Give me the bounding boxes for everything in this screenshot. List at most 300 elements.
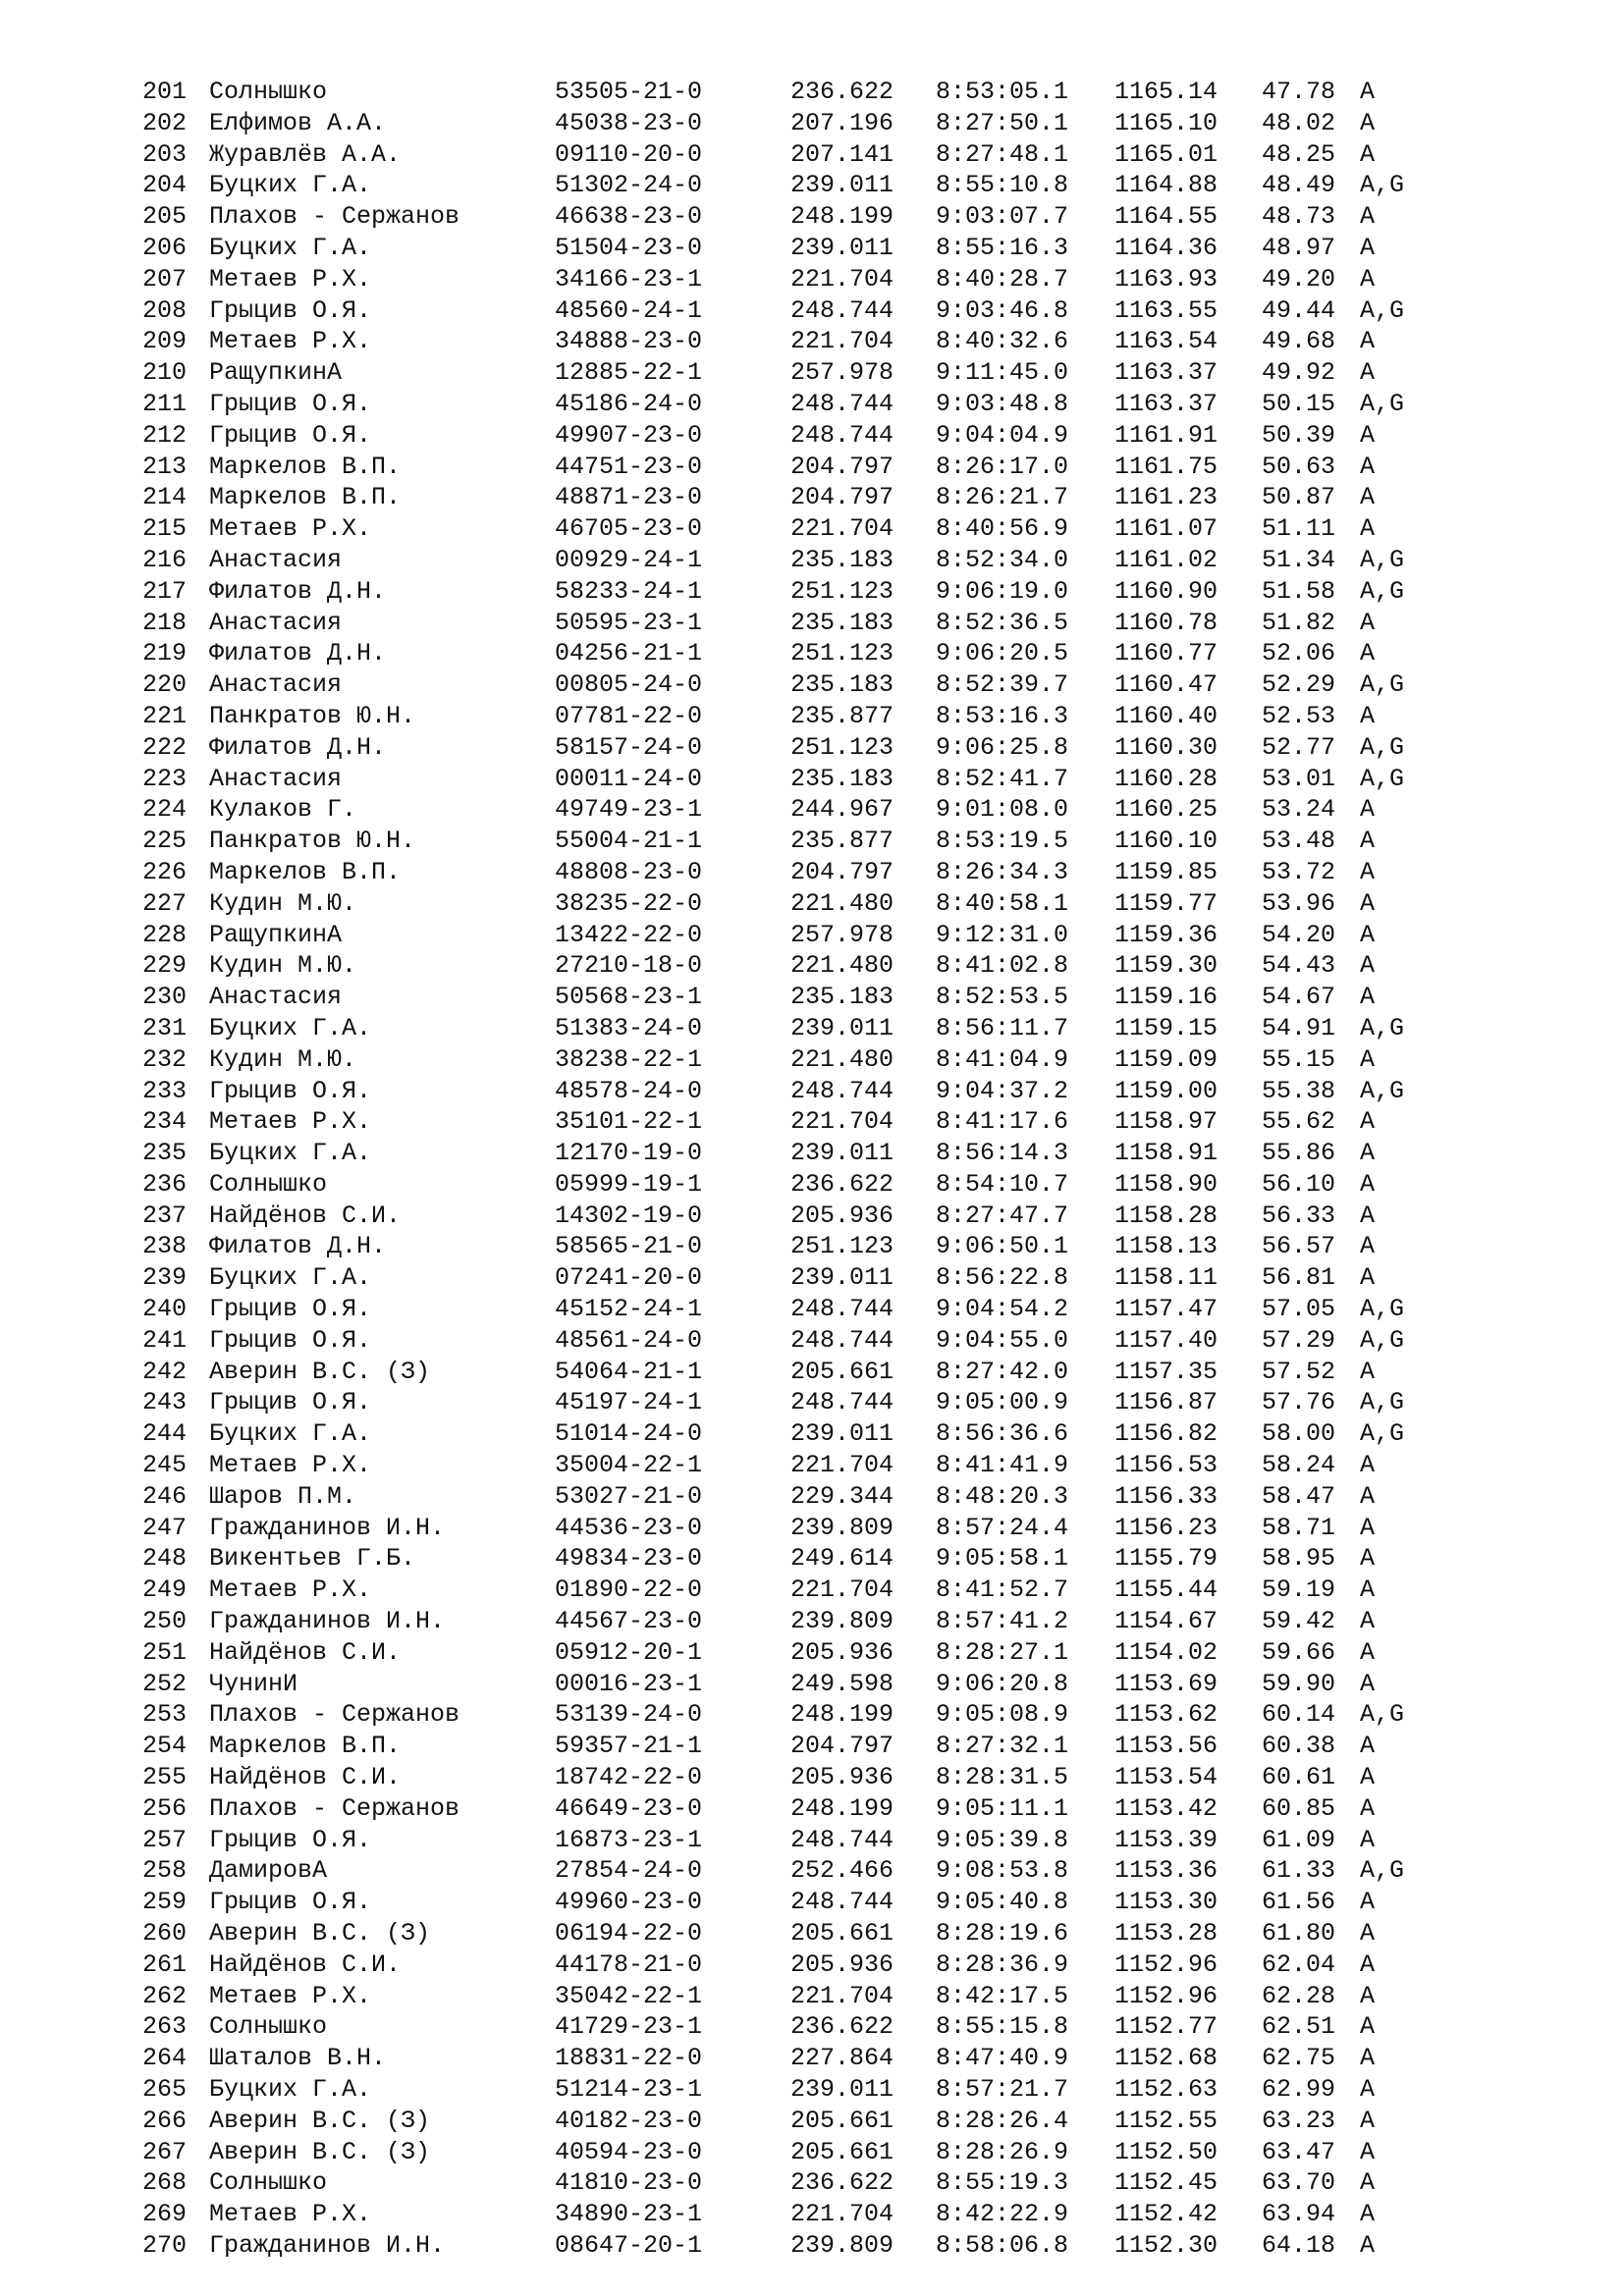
category-flag-cell: A: [1360, 1763, 1376, 1792]
place-cell: 235: [142, 1139, 188, 1168]
category-flag-cell: A: [1360, 1451, 1376, 1480]
ring-number-cell: 48808-23-0: [555, 857, 703, 886]
category-flag-cell: A,G: [1360, 732, 1405, 762]
speed-cell: 1153.39: [1114, 1825, 1218, 1854]
flight-time-cell: 8:56:11.7: [936, 1013, 1069, 1042]
speed-cell: 1159.16: [1114, 983, 1218, 1012]
table-row: [142, 295, 1517, 327]
distance-cell: 205.936: [790, 1949, 894, 1979]
category-flag-cell: A: [1360, 983, 1376, 1012]
fancier-name-cell: Солнышко: [209, 2168, 328, 2198]
coefficient-cell: 54.91: [1262, 1013, 1336, 1042]
coefficient-cell: 64.18: [1262, 2230, 1336, 2260]
distance-cell: 205.661: [790, 1919, 894, 1949]
place-cell: 249: [142, 1575, 188, 1605]
place-cell: 213: [142, 452, 188, 481]
coefficient-cell: 52.29: [1262, 670, 1336, 700]
coefficient-cell: 54.20: [1262, 920, 1336, 949]
table-row: [142, 1231, 1517, 1262]
category-flag-cell: A: [1360, 1669, 1376, 1698]
fancier-name-cell: Аверин В.С. (З): [209, 1357, 431, 1386]
flight-time-cell: 8:55:15.8: [936, 2012, 1069, 2042]
table-row: [142, 2043, 1517, 2074]
coefficient-cell: 59.66: [1262, 1637, 1336, 1667]
fancier-name-cell: Грыцив О.Я.: [209, 389, 372, 418]
ring-number-cell: 58565-21-0: [555, 1232, 703, 1261]
speed-cell: 1158.28: [1114, 1201, 1218, 1230]
fancier-name-cell: Солнышко: [209, 78, 328, 106]
speed-cell: 1160.47: [1114, 670, 1218, 700]
place-cell: 230: [142, 983, 188, 1012]
fancier-name-cell: Найдёнов С.И.: [209, 1949, 402, 1979]
fancier-name-cell: Грыцив О.Я.: [209, 1388, 372, 1417]
place-cell: 267: [142, 2137, 188, 2166]
flight-time-cell: 9:03:07.7: [936, 202, 1069, 232]
ring-number-cell: 18742-22-0: [555, 1763, 703, 1792]
speed-cell: 1156.82: [1114, 1419, 1218, 1449]
speed-cell: 1156.53: [1114, 1451, 1218, 1480]
table-row: [142, 576, 1517, 608]
speed-cell: 1152.50: [1114, 2137, 1218, 2166]
speed-cell: 1164.36: [1114, 233, 1218, 262]
flight-time-cell: 9:06:50.1: [936, 1232, 1069, 1261]
speed-cell: 1160.78: [1114, 608, 1218, 637]
speed-cell: 1165.14: [1114, 78, 1218, 106]
coefficient-cell: 57.05: [1262, 1295, 1336, 1324]
distance-cell: 248.744: [790, 420, 894, 450]
distance-cell: 251.123: [790, 732, 894, 762]
table-row: [142, 1262, 1517, 1294]
ring-number-cell: 55004-21-1: [555, 827, 703, 856]
flight-time-cell: 8:28:26.9: [936, 2137, 1069, 2166]
category-flag-cell: A,G: [1360, 1295, 1405, 1324]
category-flag-cell: A: [1360, 1949, 1376, 1979]
table-row: [142, 2137, 1517, 2168]
flight-time-cell: 8:57:21.7: [936, 2075, 1069, 2104]
fancier-name-cell: Маркелов В.П.: [209, 1732, 402, 1761]
coefficient-cell: 49.92: [1262, 358, 1336, 388]
coefficient-cell: 62.04: [1262, 1949, 1336, 1979]
coefficient-cell: 48.73: [1262, 202, 1336, 232]
flight-time-cell: 8:47:40.9: [936, 2044, 1069, 2073]
distance-cell: 248.199: [790, 1700, 894, 1730]
fancier-name-cell: Солнышко: [209, 1169, 328, 1199]
table-row: [142, 1387, 1517, 1418]
distance-cell: 248.744: [790, 389, 894, 418]
table-row: [142, 732, 1517, 764]
fancier-name-cell: Гражданинов И.Н.: [209, 1607, 446, 1636]
ring-number-cell: 41729-23-1: [555, 2012, 703, 2042]
fancier-name-cell: Буцких Г.А.: [209, 1139, 372, 1168]
coefficient-cell: 52.53: [1262, 701, 1336, 730]
table-row: [142, 1981, 1517, 2012]
speed-cell: 1153.56: [1114, 1732, 1218, 1761]
ring-number-cell: 27854-24-0: [555, 1856, 703, 1886]
speed-cell: 1152.42: [1114, 2200, 1218, 2229]
table-row: [142, 701, 1517, 732]
category-flag-cell: A: [1360, 2200, 1376, 2229]
place-cell: 209: [142, 327, 188, 356]
coefficient-cell: 60.14: [1262, 1700, 1336, 1730]
flight-time-cell: 8:42:17.5: [936, 1981, 1069, 2010]
fancier-name-cell: Анастасия: [209, 983, 343, 1012]
table-row: [142, 2074, 1517, 2106]
place-cell: 206: [142, 233, 188, 262]
coefficient-cell: 63.47: [1262, 2137, 1336, 2166]
category-flag-cell: A,G: [1360, 764, 1405, 793]
fancier-name-cell: Найдёнов С.И.: [209, 1201, 402, 1230]
ring-number-cell: 48561-24-0: [555, 1325, 703, 1355]
distance-cell: 248.744: [790, 1825, 894, 1854]
fancier-name-cell: Филатов Д.Н.: [209, 576, 387, 606]
flight-time-cell: 8:41:02.8: [936, 951, 1069, 981]
category-flag-cell: A: [1360, 1888, 1376, 1917]
table-row: [142, 1949, 1517, 1981]
coefficient-cell: 53.24: [1262, 795, 1336, 825]
ring-number-cell: 48560-24-1: [555, 295, 703, 325]
category-flag-cell: A: [1360, 608, 1376, 637]
coefficient-cell: 61.09: [1262, 1825, 1336, 1854]
speed-cell: 1153.69: [1114, 1669, 1218, 1698]
place-cell: 221: [142, 701, 188, 730]
table-row: [142, 2011, 1517, 2043]
distance-cell: 239.809: [790, 1513, 894, 1542]
ring-number-cell: 00929-24-1: [555, 545, 703, 574]
table-row: [142, 513, 1517, 545]
place-cell: 202: [142, 108, 188, 137]
distance-cell: 248.744: [790, 295, 894, 325]
flight-time-cell: 9:05:58.1: [936, 1544, 1069, 1574]
distance-cell: 257.978: [790, 358, 894, 388]
flight-time-cell: 8:27:50.1: [936, 108, 1069, 137]
place-cell: 270: [142, 2230, 188, 2260]
distance-cell: 221.704: [790, 264, 894, 294]
distance-cell: 251.123: [790, 639, 894, 668]
flight-time-cell: 9:04:54.2: [936, 1295, 1069, 1324]
flight-time-cell: 8:52:36.5: [936, 608, 1069, 637]
category-flag-cell: A: [1360, 888, 1376, 918]
flight-time-cell: 8:41:41.9: [936, 1451, 1069, 1480]
place-cell: 252: [142, 1669, 188, 1698]
fancier-name-cell: Грыцив О.Я.: [209, 420, 372, 450]
table-row: [142, 201, 1517, 233]
coefficient-cell: 56.57: [1262, 1232, 1336, 1261]
distance-cell: 236.622: [790, 2012, 894, 2042]
fancier-name-cell: Кудин М.Ю.: [209, 951, 357, 981]
place-cell: 246: [142, 1481, 188, 1511]
flight-time-cell: 8:41:04.9: [936, 1044, 1069, 1074]
distance-cell: 248.199: [790, 202, 894, 232]
fancier-name-cell: Грыцив О.Я.: [209, 1076, 372, 1105]
speed-cell: 1158.11: [1114, 1263, 1218, 1293]
speed-cell: 1152.30: [1114, 2230, 1218, 2260]
table-row: [142, 389, 1517, 420]
ring-number-cell: 44567-23-0: [555, 1607, 703, 1636]
table-row: [142, 1513, 1517, 1544]
ring-number-cell: 49907-23-0: [555, 420, 703, 450]
distance-cell: 249.614: [790, 1544, 894, 1574]
coefficient-cell: 49.44: [1262, 295, 1336, 325]
place-cell: 259: [142, 1888, 188, 1917]
speed-cell: 1152.45: [1114, 2168, 1218, 2198]
ring-number-cell: 49960-23-0: [555, 1888, 703, 1917]
ring-number-cell: 07781-22-0: [555, 701, 703, 730]
fancier-name-cell: Панкратов Ю.Н.: [209, 827, 416, 856]
category-flag-cell: A: [1360, 701, 1376, 730]
coefficient-cell: 51.58: [1262, 576, 1336, 606]
table-row: [142, 826, 1517, 857]
coefficient-cell: 58.47: [1262, 1481, 1336, 1511]
category-flag-cell: A,G: [1360, 295, 1405, 325]
distance-cell: 244.967: [790, 795, 894, 825]
flight-time-cell: 9:03:46.8: [936, 295, 1069, 325]
flight-time-cell: 8:52:34.0: [936, 545, 1069, 574]
fancier-name-cell: Маркелов В.П.: [209, 452, 402, 481]
table-row: [142, 1887, 1517, 1918]
ring-number-cell: 54064-21-1: [555, 1357, 703, 1386]
place-cell: 204: [142, 171, 188, 200]
speed-cell: 1153.30: [1114, 1888, 1218, 1917]
fancier-name-cell: Филатов Д.Н.: [209, 732, 387, 762]
distance-cell: 236.622: [790, 78, 894, 106]
speed-cell: 1156.23: [1114, 1513, 1218, 1542]
distance-cell: 227.864: [790, 2044, 894, 2073]
flight-time-cell: 8:53:05.1: [936, 78, 1069, 106]
table-row: [142, 1825, 1517, 1856]
category-flag-cell: A: [1360, 78, 1376, 106]
distance-cell: 221.704: [790, 2200, 894, 2229]
distance-cell: 221.704: [790, 1107, 894, 1137]
place-cell: 220: [142, 670, 188, 700]
coefficient-cell: 49.20: [1262, 264, 1336, 294]
distance-cell: 235.183: [790, 608, 894, 637]
category-flag-cell: A,G: [1360, 1856, 1405, 1886]
table-row: [142, 1481, 1517, 1513]
ring-number-cell: 41810-23-0: [555, 2168, 703, 2198]
category-flag-cell: A: [1360, 1169, 1376, 1199]
distance-cell: 235.877: [790, 701, 894, 730]
coefficient-cell: 53.72: [1262, 857, 1336, 886]
coefficient-cell: 60.61: [1262, 1763, 1336, 1792]
speed-cell: 1161.02: [1114, 545, 1218, 574]
ring-number-cell: 18831-22-0: [555, 2044, 703, 2073]
place-cell: 251: [142, 1637, 188, 1667]
coefficient-cell: 60.85: [1262, 1793, 1336, 1823]
place-cell: 222: [142, 732, 188, 762]
ring-number-cell: 44178-21-0: [555, 1949, 703, 1979]
ring-number-cell: 07241-20-0: [555, 1263, 703, 1293]
distance-cell: 221.480: [790, 888, 894, 918]
ring-number-cell: 35004-22-1: [555, 1451, 703, 1480]
flight-time-cell: 8:26:21.7: [936, 483, 1069, 512]
distance-cell: 205.661: [790, 2137, 894, 2166]
ring-number-cell: 34888-23-0: [555, 327, 703, 356]
fancier-name-cell: Кулаков Г.: [209, 795, 357, 825]
table-row: [142, 2106, 1517, 2137]
fancier-name-cell: Грыцив О.Я.: [209, 1295, 372, 1324]
distance-cell: 205.661: [790, 1357, 894, 1386]
distance-cell: 221.480: [790, 951, 894, 981]
coefficient-cell: 63.70: [1262, 2168, 1336, 2198]
fancier-name-cell: Метаев Р.Х.: [209, 327, 372, 356]
place-cell: 225: [142, 827, 188, 856]
table-row: [142, 264, 1517, 295]
flight-time-cell: 9:05:08.9: [936, 1700, 1069, 1730]
flight-time-cell: 8:42:22.9: [936, 2200, 1069, 2229]
category-flag-cell: A,G: [1360, 171, 1405, 200]
coefficient-cell: 48.25: [1262, 139, 1336, 169]
fancier-name-cell: Аверин В.С. (З): [209, 1919, 431, 1949]
speed-cell: 1152.63: [1114, 2075, 1218, 2104]
distance-cell: 248.199: [790, 1793, 894, 1823]
coefficient-cell: 63.94: [1262, 2200, 1336, 2229]
distance-cell: 239.011: [790, 2075, 894, 2104]
place-cell: 254: [142, 1732, 188, 1761]
table-row: [142, 1575, 1517, 1606]
table-row: [142, 420, 1517, 452]
category-flag-cell: A: [1360, 452, 1376, 481]
place-cell: 247: [142, 1513, 188, 1542]
flight-time-cell: 8:52:39.7: [936, 670, 1069, 700]
place-cell: 219: [142, 639, 188, 668]
flight-time-cell: 9:06:25.8: [936, 732, 1069, 762]
coefficient-cell: 56.81: [1262, 1263, 1336, 1293]
category-flag-cell: A: [1360, 327, 1376, 356]
flight-time-cell: 8:28:19.6: [936, 1919, 1069, 1949]
ring-number-cell: 50595-23-1: [555, 608, 703, 637]
fancier-name-cell: Шаталов В.Н.: [209, 2044, 387, 2073]
table-row: [142, 638, 1517, 669]
table-row: [142, 1357, 1517, 1388]
fancier-name-cell: Филатов Д.Н.: [209, 1232, 387, 1261]
fancier-name-cell: РащупкинА: [209, 920, 343, 949]
coefficient-cell: 54.67: [1262, 983, 1336, 1012]
distance-cell: 221.704: [790, 514, 894, 544]
speed-cell: 1163.55: [1114, 295, 1218, 325]
place-cell: 210: [142, 358, 188, 388]
distance-cell: 257.978: [790, 920, 894, 949]
coefficient-cell: 63.23: [1262, 2106, 1336, 2135]
speed-cell: 1154.02: [1114, 1637, 1218, 1667]
distance-cell: 229.344: [790, 1481, 894, 1511]
coefficient-cell: 55.15: [1262, 1044, 1336, 1074]
place-cell: 266: [142, 2106, 188, 2135]
flight-time-cell: 8:40:32.6: [936, 327, 1069, 356]
ring-number-cell: 45152-24-1: [555, 1295, 703, 1324]
table-row: [142, 1450, 1517, 1481]
table-row: [142, 2167, 1517, 2199]
speed-cell: 1160.25: [1114, 795, 1218, 825]
category-flag-cell: A,G: [1360, 1700, 1405, 1730]
place-cell: 218: [142, 608, 188, 637]
place-cell: 232: [142, 1044, 188, 1074]
place-cell: 253: [142, 1700, 188, 1730]
distance-cell: 205.661: [790, 2106, 894, 2135]
fancier-name-cell: Солнышко: [209, 2012, 328, 2042]
distance-cell: 239.011: [790, 1263, 894, 1293]
flight-time-cell: 8:52:41.7: [936, 764, 1069, 793]
place-cell: 237: [142, 1201, 188, 1230]
distance-cell: 252.466: [790, 1856, 894, 1886]
speed-cell: 1164.55: [1114, 202, 1218, 232]
speed-cell: 1153.36: [1114, 1856, 1218, 1886]
ring-number-cell: 05912-20-1: [555, 1637, 703, 1667]
place-cell: 231: [142, 1013, 188, 1042]
flight-time-cell: 8:56:36.6: [936, 1419, 1069, 1449]
ring-number-cell: 46705-23-0: [555, 514, 703, 544]
place-cell: 215: [142, 514, 188, 544]
category-flag-cell: A: [1360, 827, 1376, 856]
fancier-name-cell: Журавлёв А.А.: [209, 139, 402, 169]
coefficient-cell: 62.28: [1262, 1981, 1336, 2010]
coefficient-cell: 53.96: [1262, 888, 1336, 918]
coefficient-cell: 62.99: [1262, 2075, 1336, 2104]
table-row: [142, 1855, 1517, 1887]
place-cell: 216: [142, 545, 188, 574]
fancier-name-cell: Кудин М.Ю.: [209, 1044, 357, 1074]
flight-time-cell: 9:05:11.1: [936, 1793, 1069, 1823]
category-flag-cell: A: [1360, 1139, 1376, 1168]
place-cell: 255: [142, 1763, 188, 1792]
ring-number-cell: 46649-23-0: [555, 1793, 703, 1823]
distance-cell: 204.797: [790, 857, 894, 886]
speed-cell: 1154.67: [1114, 1607, 1218, 1636]
distance-cell: 204.797: [790, 452, 894, 481]
coefficient-cell: 53.48: [1262, 827, 1336, 856]
speed-cell: 1156.33: [1114, 1481, 1218, 1511]
ring-number-cell: 04256-21-1: [555, 639, 703, 668]
fancier-name-cell: Анастасия: [209, 545, 343, 574]
ring-number-cell: 01890-22-0: [555, 1575, 703, 1605]
fancier-name-cell: Буцких Г.А.: [209, 1263, 372, 1293]
coefficient-cell: 48.02: [1262, 108, 1336, 137]
ring-number-cell: 46638-23-0: [555, 202, 703, 232]
distance-cell: 207.196: [790, 108, 894, 137]
category-flag-cell: A: [1360, 857, 1376, 886]
distance-cell: 221.704: [790, 1575, 894, 1605]
ring-number-cell: 35101-22-1: [555, 1107, 703, 1137]
speed-cell: 1158.91: [1114, 1139, 1218, 1168]
distance-cell: 239.011: [790, 1419, 894, 1449]
place-cell: 262: [142, 1981, 188, 2010]
ring-number-cell: 12885-22-1: [555, 358, 703, 388]
table-row: [142, 608, 1517, 639]
ring-number-cell: 59357-21-1: [555, 1732, 703, 1761]
flight-time-cell: 8:55:10.8: [936, 171, 1069, 200]
table-row: [142, 2199, 1517, 2230]
fancier-name-cell: Елфимов А.А.: [209, 108, 387, 137]
table-row: [142, 950, 1517, 982]
flight-time-cell: 8:53:19.5: [936, 827, 1069, 856]
category-flag-cell: A,G: [1360, 1419, 1405, 1449]
coefficient-cell: 62.51: [1262, 2012, 1336, 2042]
coefficient-cell: 61.56: [1262, 1888, 1336, 1917]
category-flag-cell: A: [1360, 2106, 1376, 2135]
fancier-name-cell: Плахов - Сержанов: [209, 1793, 460, 1823]
table-row: [142, 452, 1517, 483]
table-row: [142, 139, 1517, 171]
flight-time-cell: 8:26:34.3: [936, 857, 1069, 886]
coefficient-cell: 58.95: [1262, 1544, 1336, 1574]
ring-number-cell: 44751-23-0: [555, 452, 703, 481]
flight-time-cell: 8:52:53.5: [936, 983, 1069, 1012]
category-flag-cell: A: [1360, 951, 1376, 981]
table-row: [142, 1201, 1517, 1232]
place-cell: 228: [142, 920, 188, 949]
coefficient-cell: 50.39: [1262, 420, 1336, 450]
coefficient-cell: 53.01: [1262, 764, 1336, 793]
ring-number-cell: 34890-23-1: [555, 2200, 703, 2229]
